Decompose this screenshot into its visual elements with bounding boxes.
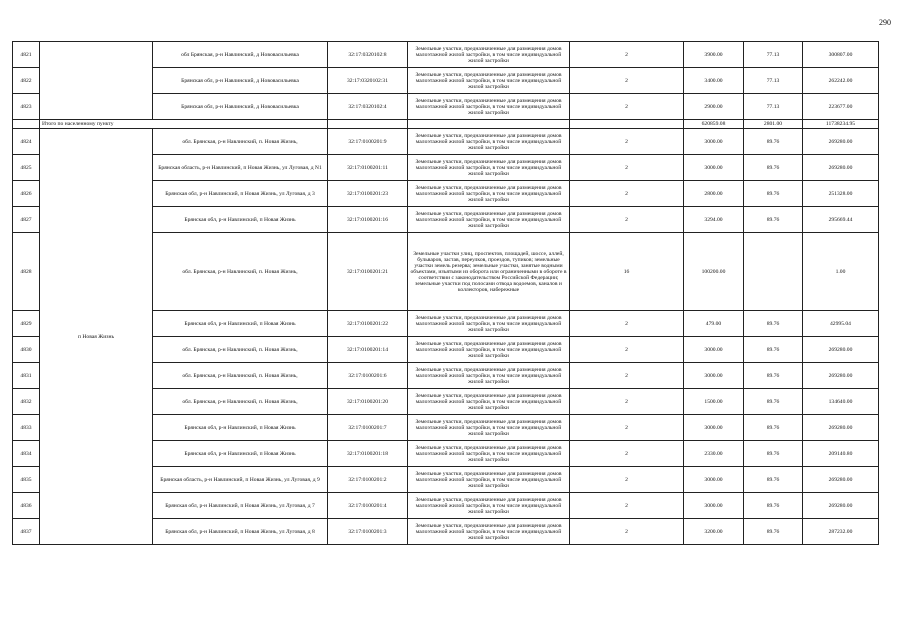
settlement-total-row — [13, 120, 879, 129]
land-registry-table — [12, 41, 879, 545]
row-number: 4834 — [13, 441, 40, 467]
row-category-code: 2 — [570, 207, 684, 233]
row-price: 89.76 — [744, 389, 803, 415]
row-land-use: Земельные участки, предназначенные для размещения домов малоэтажной жилой застройки, в том числе индивидуальной жилой застройки — [408, 207, 570, 233]
row-cadastral-number: 32:17:0320102:31 — [328, 68, 408, 94]
row-area: 3000.00 — [684, 493, 744, 519]
row-price: 89.76 — [744, 155, 803, 181]
row-category-code: 2 — [570, 467, 684, 493]
row-category-code: 2 — [570, 155, 684, 181]
row-price: 89.76 — [744, 363, 803, 389]
row-area: 2800.00 — [684, 181, 744, 207]
row-cadastral-value: 300807.00 — [803, 42, 879, 68]
row-area: 3000.00 — [684, 155, 744, 181]
row-category-code: 2 — [570, 363, 684, 389]
total-value: 11738234.95 — [803, 120, 879, 129]
row-address: Брянская область, р-н Навлинский, п Новая Жизнь, ул Луговая, д 9 — [153, 467, 328, 493]
total-empty-use — [408, 120, 570, 129]
row-land-use: Земельные участки, предназначенные для размещения домов малоэтажной жилой застройки, в том числе индивидуальной жилой застройки — [408, 94, 570, 120]
row-cadastral-value: 295669.44 — [803, 207, 879, 233]
row-area: 3900.00 — [684, 42, 744, 68]
row-number: 4836 — [13, 493, 40, 519]
row-land-use: Земельные участки, предназначенные для размещения домов малоэтажной жилой застройки, в том числе индивидуальной жилой застройки — [408, 337, 570, 363]
row-land-use: Земельные участки, предназначенные для размещения домов малоэтажной жилой застройки, в том числе индивидуальной жилой застройки — [408, 415, 570, 441]
row-number: 4837 — [13, 519, 40, 545]
row-address: обл. Брянская, р-н Навлинский, п. Новая Жизнь, — [153, 233, 328, 311]
row-number: 4823 — [13, 94, 40, 120]
row-cadastral-number: 32:17:0320102:8 — [328, 42, 408, 68]
row-address: Брянская обл, р-н Навлинский, д Нововасильевка — [153, 68, 328, 94]
row-area: 100200.00 — [684, 233, 744, 311]
row-area: 3000.00 — [684, 129, 744, 155]
row-price: 89.76 — [744, 441, 803, 467]
row-address: Брянская обл, р-н Навлинский, п Новая Жизнь — [153, 415, 328, 441]
row-price: 77.13 — [744, 68, 803, 94]
row-land-use: Земельные участки, предназначенные для размещения домов малоэтажной жилой застройки, в том числе индивидуальной жилой застройки — [408, 389, 570, 415]
row-cadastral-number: 32:17:0100201:21 — [328, 233, 408, 311]
row-area: 3200.00 — [684, 519, 744, 545]
row-number: 4824 — [13, 129, 40, 155]
row-price: 89.76 — [744, 311, 803, 337]
total-area: 620859.08 — [684, 120, 744, 129]
row-address: Брянская обл, р-н Навлинский, п Новая Жизнь — [153, 311, 328, 337]
total-empty-count — [570, 120, 684, 129]
row-land-use: Земельные участки, предназначенные для размещения домов малоэтажной жилой застройки, в том числе индивидуальной жилой застройки — [408, 68, 570, 94]
row-cadastral-value: 269280.00 — [803, 493, 879, 519]
total-label: Итого по населенному пункту — [40, 120, 328, 129]
row-number: 4833 — [13, 415, 40, 441]
row-cadastral-value: 134640.00 — [803, 389, 879, 415]
row-number: 4825 — [13, 155, 40, 181]
row-cadastral-number: 32:17:0320102:4 — [328, 94, 408, 120]
row-number: 4822 — [13, 68, 40, 94]
row-price: 89.76 — [744, 415, 803, 441]
row-price: 89.76 — [744, 129, 803, 155]
row-number: 4831 — [13, 363, 40, 389]
row-area: 3400.00 — [684, 68, 744, 94]
row-cadastral-value: 287232.00 — [803, 519, 879, 545]
row-address: Брянская обл, р-н Навлинский, п Новая Жизнь — [153, 441, 328, 467]
row-land-use: Земельные участки, предназначенные для размещения домов малоэтажной жилой застройки, в том числе индивидуальной жилой застройки — [408, 519, 570, 545]
row-category-code: 2 — [570, 181, 684, 207]
row-price: 77.13 — [744, 42, 803, 68]
row-cadastral-value: 209140.80 — [803, 441, 879, 467]
row-cadastral-number: 32:17:0100201:23 — [328, 181, 408, 207]
row-category-code: 2 — [570, 441, 684, 467]
page-number: 290 — [879, 18, 891, 27]
row-category-code: 2 — [570, 493, 684, 519]
row-price: 89.76 — [744, 207, 803, 233]
row-area: 3000.00 — [684, 337, 744, 363]
row-land-use: Земельные участки, предназначенные для размещения домов малоэтажной жилой застройки, в том числе индивидуальной жилой застройки — [408, 441, 570, 467]
row-address: обл. Брянская, р-н Навлинский, п. Новая Жизнь, — [153, 337, 328, 363]
row-category-code: 16 — [570, 233, 684, 311]
row-category-code: 2 — [570, 519, 684, 545]
row-category-code: 2 — [570, 68, 684, 94]
row-land-use: Земельные участки, предназначенные для размещения домов малоэтажной жилой застройки, в том числе индивидуальной жилой застройки — [408, 42, 570, 68]
row-cadastral-number: 32:17:0100201:20 — [328, 389, 408, 415]
row-address: Брянская обл, р-н Навлинский, п Новая Жизнь — [153, 207, 328, 233]
row-price: 89.76 — [744, 493, 803, 519]
row-number: 4821 — [13, 42, 40, 68]
row-address: Брянская обл, р-н Навлинский, п Новая Жизнь, ул Луговая, д 7 — [153, 493, 328, 519]
row-cadastral-number: 32:17:0100201:6 — [328, 363, 408, 389]
row-cadastral-number: 32:17:0100201:22 — [328, 311, 408, 337]
row-cadastral-value: 269280.00 — [803, 155, 879, 181]
row-number: 4830 — [13, 337, 40, 363]
row-category-code: 2 — [570, 311, 684, 337]
row-land-use: Земельные участки, предназначенные для размещения домов малоэтажной жилой застройки, в том числе индивидуальной жилой застройки — [408, 493, 570, 519]
row-cadastral-number: 32:17:0100201:7 — [328, 415, 408, 441]
row-area: 479.00 — [684, 311, 744, 337]
row-category-code: 2 — [570, 415, 684, 441]
row-area: 2330.00 — [684, 441, 744, 467]
row-area: 3000.00 — [684, 415, 744, 441]
row-land-use: Земельные участки улиц, проспектов, площадей, шоссе, аллей, бульваров, застав, переулков, проездов, тупиков; земельные участки земель резерва; земельные участки, занятые водными объектами, изъятыми из оборота или ограниченными в обороте в соответствии с законодательством Российской Федерации; земельные участки под полосами отвода водоемов, каналов и коллекторов, набережные — [408, 233, 570, 311]
row-area: 3294.00 — [684, 207, 744, 233]
row-cadastral-value: 223677.00 — [803, 94, 879, 120]
row-number: 4832 — [13, 389, 40, 415]
row-address: обл Брянская, р-н Навлинский, д Нововасильевка — [153, 42, 328, 68]
row-cadastral-number: 32:17:0100201:14 — [328, 337, 408, 363]
row-cadastral-value: 1.00 — [803, 233, 879, 311]
row-cadastral-value: 269280.00 — [803, 467, 879, 493]
row-cadastral-number: 32:17:0100201:4 — [328, 493, 408, 519]
row-category-code: 2 — [570, 42, 684, 68]
row-price: 89.76 — [744, 467, 803, 493]
row-price: 77.13 — [744, 94, 803, 120]
row-cadastral-value: 262242.00 — [803, 68, 879, 94]
row-category-code: 2 — [570, 94, 684, 120]
row-cadastral-number: 32:17:0100201:16 — [328, 207, 408, 233]
row-address: обл. Брянская, р-н Навлинский, п. Новая Жизнь, — [153, 129, 328, 155]
table-row — [13, 42, 879, 68]
row-cadastral-number: 32:17:0100201:18 — [328, 441, 408, 467]
total-empty-num — [13, 120, 40, 129]
row-number: 4827 — [13, 207, 40, 233]
row-price: 89.76 — [744, 181, 803, 207]
row-cadastral-number: 32:17:0100201:9 — [328, 129, 408, 155]
row-area: 1500.00 — [684, 389, 744, 415]
settlement-name — [40, 42, 153, 120]
row-cadastral-number: 32:17:0100201:11 — [328, 155, 408, 181]
row-number: 4829 — [13, 311, 40, 337]
total-empty-cad — [328, 120, 408, 129]
row-land-use: Земельные участки, предназначенные для размещения домов малоэтажной жилой застройки, в том числе индивидуальной жилой застройки — [408, 129, 570, 155]
row-cadastral-value: 269280.00 — [803, 337, 879, 363]
row-category-code: 2 — [570, 129, 684, 155]
row-land-use: Земельные участки, предназначенные для размещения домов малоэтажной жилой застройки, в том числе индивидуальной жилой застройки — [408, 311, 570, 337]
row-address: обл. Брянская, р-н Навлинский, п. Новая Жизнь, — [153, 363, 328, 389]
row-cadastral-value: 269280.00 — [803, 415, 879, 441]
row-area: 3000.00 — [684, 363, 744, 389]
row-area: 3000.00 — [684, 467, 744, 493]
row-category-code: 2 — [570, 337, 684, 363]
row-address: Брянская область, р-н Навлинский, п Новая Жизнь, ул Луговая, д N1 — [153, 155, 328, 181]
row-number: 4828 — [13, 233, 40, 311]
row-area: 2900.00 — [684, 94, 744, 120]
table-row — [13, 129, 879, 155]
row-address: обл. Брянская, р-н Навлинский, п. Новая Жизнь, — [153, 389, 328, 415]
row-price: 89.76 — [744, 519, 803, 545]
row-address: Брянская обл, р-н Навлинский, д Нововасильевка — [153, 94, 328, 120]
row-land-use: Земельные участки, предназначенные для размещения домов малоэтажной жилой застройки, в том числе индивидуальной жилой застройки — [408, 155, 570, 181]
settlement-name: п Новая Жизнь — [40, 129, 153, 545]
row-cadastral-value: 269280.00 — [803, 363, 879, 389]
row-land-use: Земельные участки, предназначенные для размещения домов малоэтажной жилой застройки, в том числе индивидуальной жилой застройки — [408, 363, 570, 389]
row-cadastral-number: 32:17:0100201:2 — [328, 467, 408, 493]
row-cadastral-value: 42995.04 — [803, 311, 879, 337]
row-cadastral-value: 269280.00 — [803, 129, 879, 155]
row-price — [744, 233, 803, 311]
row-category-code: 2 — [570, 389, 684, 415]
row-land-use: Земельные участки, предназначенные для размещения домов малоэтажной жилой застройки, в том числе индивидуальной жилой застройки — [408, 467, 570, 493]
row-price: 89.76 — [744, 337, 803, 363]
row-number: 4826 — [13, 181, 40, 207]
row-cadastral-value: 251328.00 — [803, 181, 879, 207]
row-address: Брянская обл, р-н Навлинский, п Новая Жизнь, ул Луговая, д 8 — [153, 519, 328, 545]
row-land-use: Земельные участки, предназначенные для размещения домов малоэтажной жилой застройки, в том числе индивидуальной жилой застройки — [408, 181, 570, 207]
row-address: Брянская обл, р-н Навлинский, п Новая Жизнь, ул Луговая, д 3 — [153, 181, 328, 207]
total-price: 2801.00 — [744, 120, 803, 129]
row-cadastral-number: 32:17:0100201:3 — [328, 519, 408, 545]
row-number: 4835 — [13, 467, 40, 493]
